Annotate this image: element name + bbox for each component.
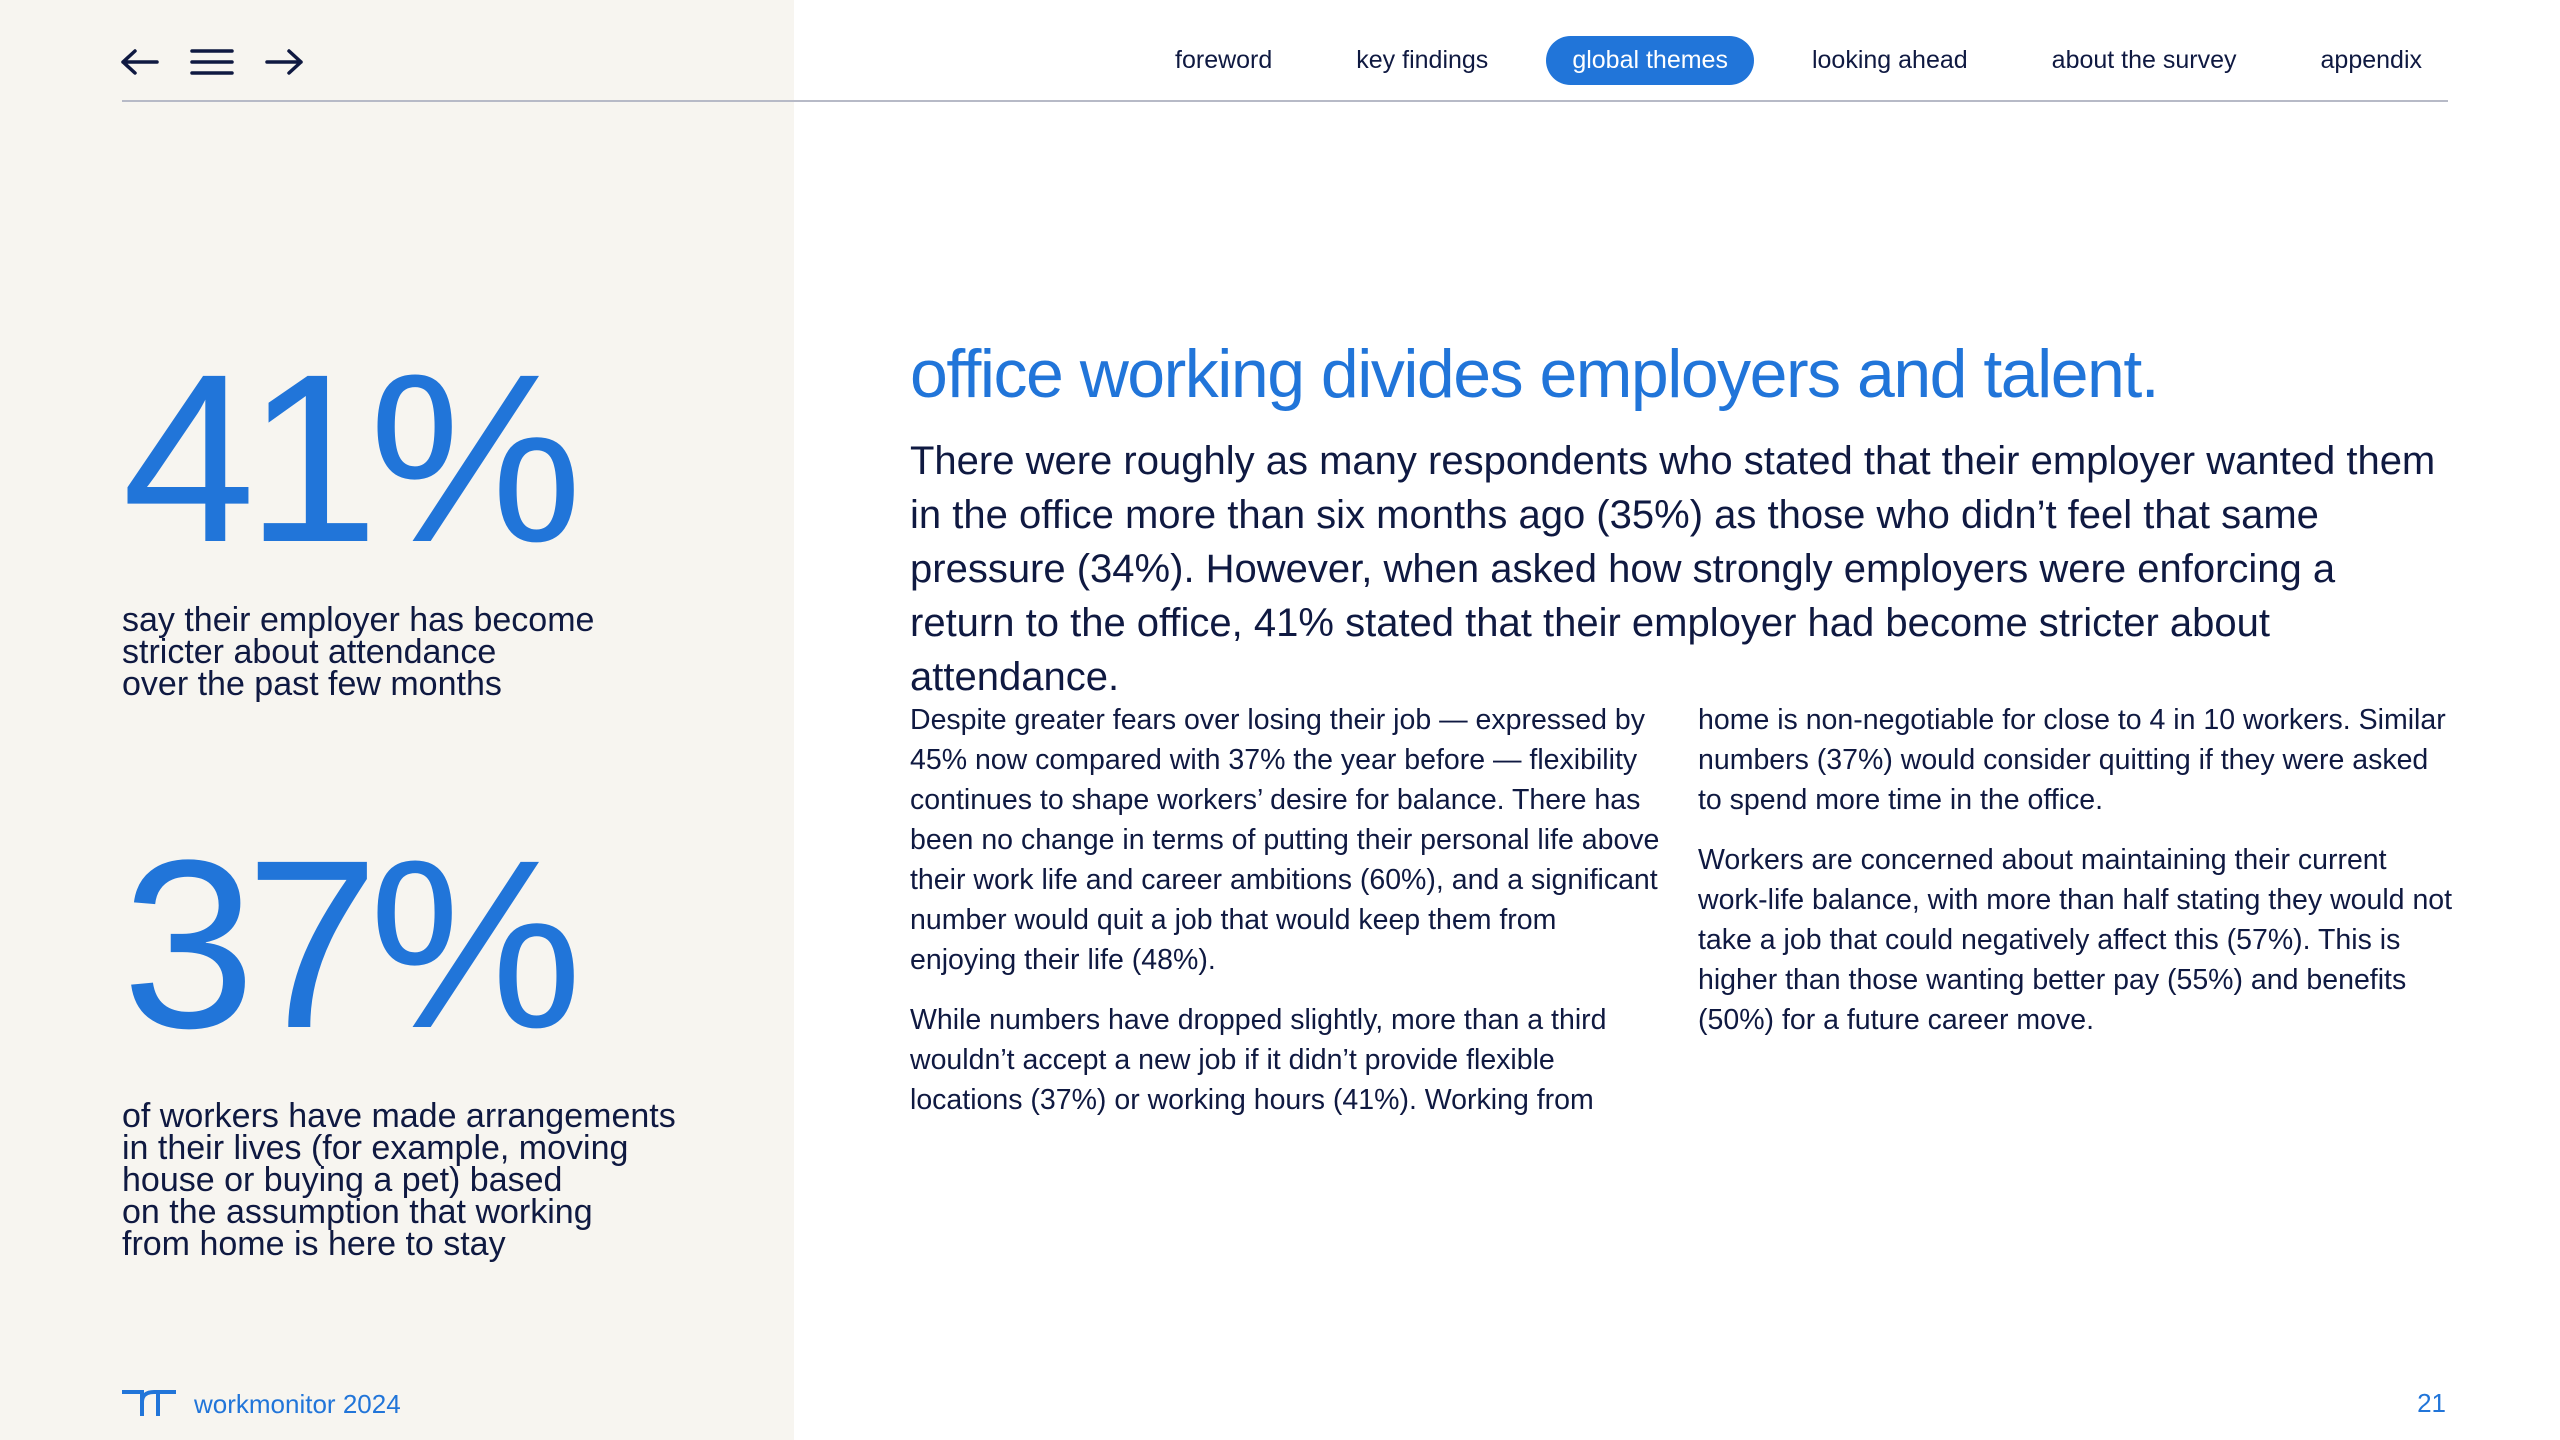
arrow-left-icon[interactable]	[118, 40, 162, 84]
tab-about-the-survey[interactable]: about the survey	[2051, 46, 2237, 74]
stat-block-attendance	[122, 324, 595, 703]
stat-caption-line: from home is here to stay	[122, 1225, 506, 1263]
page-title: office working divides employers and talent.	[910, 336, 2159, 412]
body-column-left	[910, 700, 1670, 1140]
brand-name: workmonitor 2024	[194, 1389, 401, 1419]
stat-caption-line: house or buying a pet) based	[122, 1161, 563, 1199]
stat-caption-line: over the past few months	[122, 665, 502, 703]
lead-paragraph: There were roughly as many respondents who stated that their employer wanted them in the office more than six months ago (35%) as those who didn’t feel that same pressure (34%). However, when asked how strongly employers were enforcing a return to the office, 41% stated that their employer had become stricter about attendance.	[910, 439, 2436, 699]
body-paragraph: home is non-negotiable for close to 4 in 10 workers. Similar numbers (37%) would consider quitting if they were asked to spend more time in the office.	[1698, 704, 2446, 816]
section-tabs	[1127, 36, 2448, 85]
body-paragraph: Workers are concerned about maintaining their current work-life balance, with more than half stating they would not take a job that could negatively affect this (57%). This is higher than those wanting better pay (55%) and benefits (50%) for a future career move.	[1698, 844, 2453, 1036]
stat-caption	[122, 601, 595, 703]
nav-controls	[118, 40, 306, 84]
stat-caption-line: in their lives (for example, moving	[122, 1129, 629, 1167]
stat-caption-line: of workers have made arrangements	[122, 1097, 676, 1135]
stat-number: 37%	[122, 810, 573, 1078]
body-column-right	[1698, 700, 2458, 1060]
body-paragraph: While numbers have dropped slightly, more than a third wouldn’t accept a new job if it didn’t provide flexible locations (37%) or working hours (41%). Working from	[910, 1004, 1607, 1116]
stat-caption-line: say their employer has become	[122, 601, 595, 639]
hamburger-menu-icon[interactable]	[190, 40, 234, 84]
header-divider	[122, 100, 2448, 102]
randstad-logo-icon	[122, 1388, 176, 1421]
tab-foreword[interactable]: foreword	[1175, 46, 1273, 74]
tab-global-themes[interactable]: global themes	[1546, 36, 1754, 85]
stat-number: 41%	[122, 324, 573, 592]
tab-key-findings[interactable]: key findings	[1356, 46, 1489, 74]
arrow-right-icon[interactable]	[262, 40, 306, 84]
page-number: 21	[2417, 1388, 2446, 1418]
stat-block-arrangements	[122, 810, 676, 1263]
stat-caption-line: stricter about attendance	[122, 633, 497, 671]
tab-appendix[interactable]: appendix	[2320, 46, 2422, 74]
stat-caption	[122, 1097, 676, 1263]
tab-looking-ahead[interactable]: looking ahead	[1811, 46, 1968, 74]
body-paragraph: Despite greater fears over losing their job — expressed by 45% now compared with 37% the year before — flexibility continues to shape workers’ desire for balance. There has been no change in terms of putting their personal life above their work life and career ambitions (60%), and a significant number would quit a job that would keep them from enjoying their life (48%).	[910, 704, 1660, 976]
stat-caption-line: on the assumption that working	[122, 1193, 593, 1231]
footer-brand	[122, 1388, 401, 1421]
